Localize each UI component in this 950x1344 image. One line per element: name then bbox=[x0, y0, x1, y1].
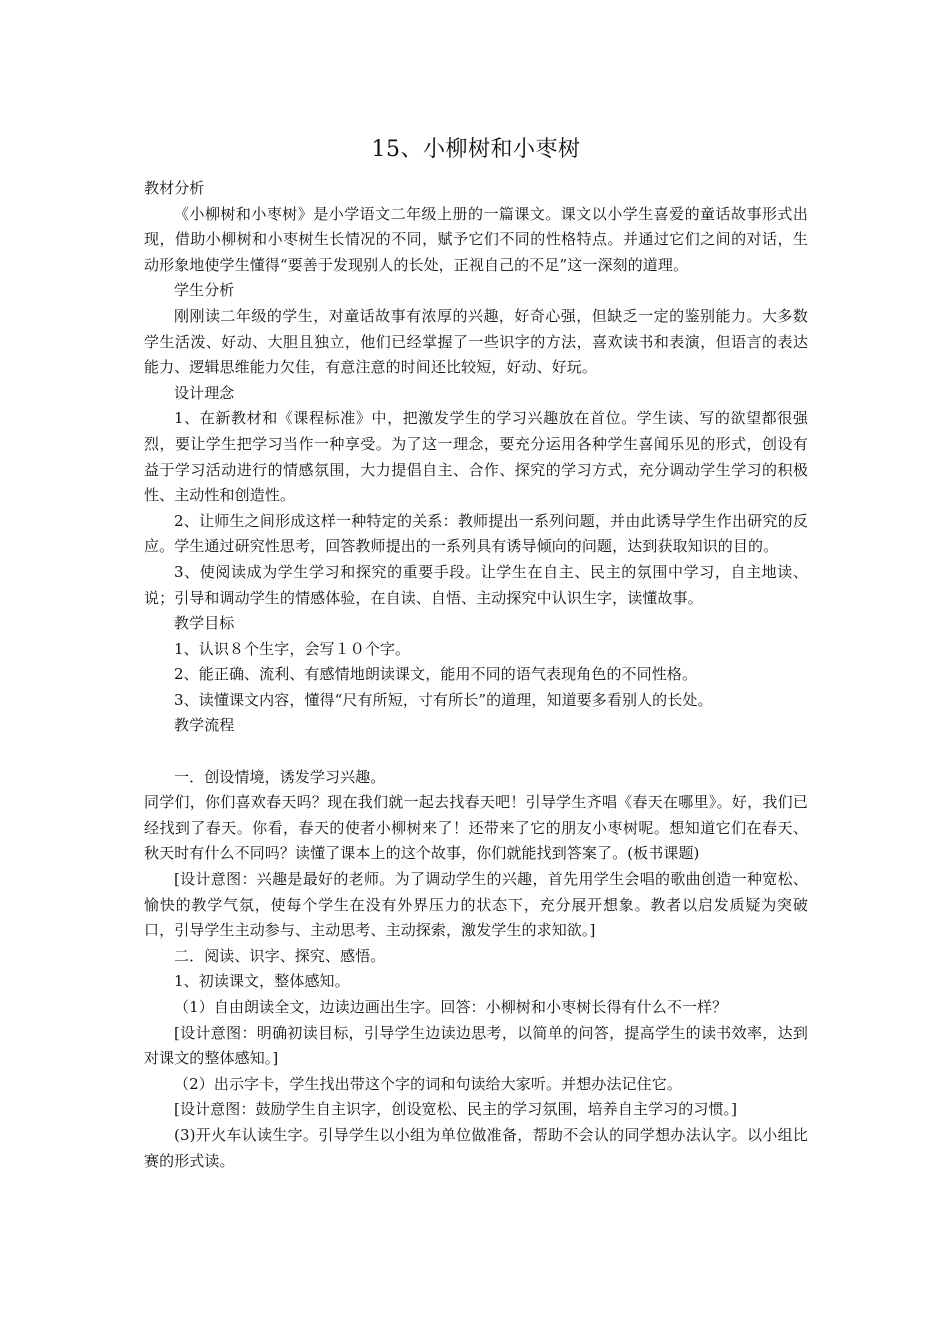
paragraph: 一．创设情境，诱发学习兴趣。 bbox=[174, 767, 386, 786]
paragraph: 刚刚读二年级的学生，对童话故事有浓厚的兴趣，好奇心强，但缺乏一定的鉴别能力。大多数学生活泼、好动、大胆且独立，他们已经掌握了一些识字的方法，喜欢读书和表演，但语言的表达能力、逻辑思维能力欠佳，有意注意的时间还比较短，好动、好玩。 bbox=[144, 306, 808, 377]
paragraph: （1）自由朗读全文，边读边画出生字。回答：小柳树和小枣树长得有什么不一样？ bbox=[174, 998, 728, 1016]
paragraph-list bbox=[144, 176, 808, 1174]
paragraph: （2）出示字卡，学生找出带这个字的词和句读给大家听。并想办法记住它。 bbox=[174, 1074, 682, 1093]
paragraph: [设计意图：鼓励学生自主识字，创设宽松、民主的学习氛围，培养自主学习的习惯。] bbox=[174, 1100, 738, 1119]
paragraph bbox=[144, 739, 808, 765]
paragraph: 3、读懂课文内容，懂得“尺有所短，寸有所长”的道理，知道要多看别人的长处。 bbox=[174, 690, 713, 709]
paragraph: 二．阅读、识字、探究、感悟。 bbox=[174, 946, 386, 965]
paragraph: 2、能正确、流利、有感情地朗读课文，能用不同的语气表现角色的不同性格。 bbox=[174, 665, 698, 684]
paragraph: 1、认识８个生字，会写１０个字。 bbox=[174, 639, 411, 658]
paragraph: 教材分析 bbox=[144, 179, 205, 197]
paragraph: (3)开火车认读生字。引导学生以小组为单位做准备，帮助不会认的同学想办法认字。以小组比赛的形式读。 bbox=[144, 1125, 808, 1170]
paragraph: 2、让师生之间形成这样一种特定的关系：教师提出一系列问题，并由此诱导学生作出研究的反应。学生通过研究性思考，回答教师提出的一系列具有诱导倾向的问题，达到获取知识的目的。 bbox=[144, 511, 808, 556]
paragraph: 教学目标 bbox=[174, 614, 235, 633]
paragraph: 同学们，你们喜欢春天吗？现在我们就一起去找春天吧！引导学生齐唱《春天在哪里》。好，我们已经找到了春天。你看，春天的使者小柳树来了！还带来了它的朋友小枣树呢。想知道它们在春天、秋天时有什么不同吗？读懂了课本上的这个故事，你们就能找到答案了。(板书课题) bbox=[144, 793, 808, 863]
paragraph: 学生分析 bbox=[174, 281, 235, 300]
paragraph: [设计意图：明确初读目标，引导学生边读边思考，以简单的问答，提高学生的读书效率，达到对课文的整体感知。] bbox=[144, 1023, 808, 1068]
paragraph: [设计意图：兴趣是最好的老师。为了调动学生的兴趣，首先用学生会唱的歌曲创造一种宽松、愉快的教学气氛，使每个学生在没有外界压力的状态下，充分展开想象。教者以启发质疑为突破口，引导学生主动参与、主动思考、主动探索，激发学生的求知欲。] bbox=[144, 870, 808, 940]
document-body bbox=[144, 132, 808, 1174]
paragraph: 3、使阅读成为学生学习和探究的重要手段。让学生在自主、民主的氛围中学习，自主地读、说；引导和调动学生的情感体验，在自读、自悟、主动探究中认识生字，读懂故事。 bbox=[144, 562, 808, 607]
document-title: 15、小柳树和小枣树 bbox=[371, 137, 581, 162]
paragraph: 设计理念 bbox=[174, 383, 235, 402]
paragraph: 教学流程 bbox=[174, 716, 235, 735]
paragraph: 1、初读课文，整体感知。 bbox=[174, 972, 350, 991]
paragraph: 《小柳树和小枣树》是小学语文二年级上册的一篇课文。课文以小学生喜爱的童话故事形式出现，借助小柳树和小枣树生长情况的不同，赋予它们不同的性格特点。并通过它们之间的对话，生动形象地使学生懂得“要善于发现别人的长处，正视自己的不足”这一深刻的道理。 bbox=[144, 204, 808, 274]
paragraph: 1、在新教材和《课程标准》中，把激发学生的学习兴趣放在首位。学生读、写的欲望都很强烈，要让学生把学习当作一种享受。为了这一理念，要充分运用各种学生喜闻乐见的形式，创设有益于学习活动进行的情感氛围，大力提倡自主、合作、探究的学习方式，充分调动学生学习的积极性、主动性和创造性。 bbox=[144, 409, 808, 505]
